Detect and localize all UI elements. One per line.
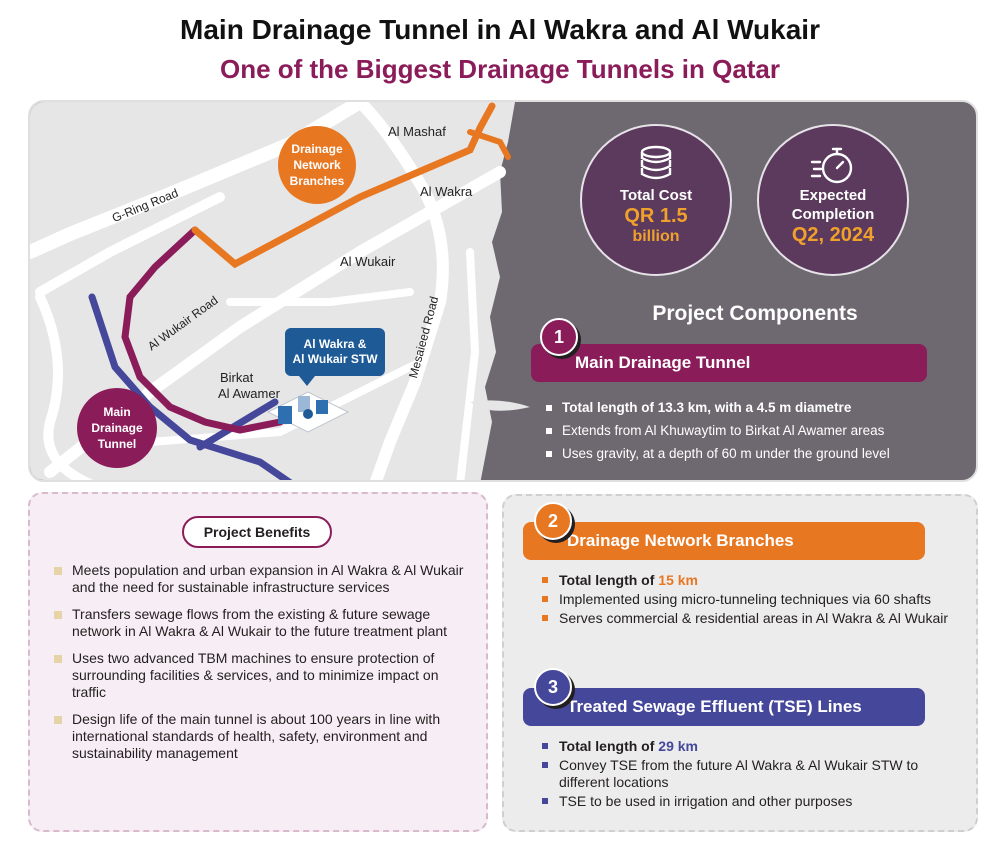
label-mesaieed-road: Mesaieed Road <box>406 294 442 380</box>
list-item: Serves commercial & residential areas in Al Wakra & Al Wukair <box>540 610 965 627</box>
main-tunnel-bar: Main Drainage Tunnel <box>531 344 927 382</box>
list-item: Implemented using micro-tunneling techniques via 60 shafts <box>540 591 965 608</box>
list-item: Uses two advanced TBM machines to ensure protection of surrounding facilities & services, and to minimize impact on traffic <box>50 650 475 701</box>
page-subtitle: One of the Biggest Drainage Tunnels in Qatar <box>219 54 781 84</box>
list-item: TSE to be used in irrigation and other purposes <box>540 793 965 810</box>
expected-completion-circle: Expected Completion Q2, 2024 <box>757 124 909 276</box>
label-birkat: Birkat Al Awamer <box>218 370 280 401</box>
label-al-mashaf: Al Mashaf <box>388 124 446 139</box>
list-item: Transfers sewage flows from the existing & future sewage network in Al Wakra & Al Wukair to the future treatment plant <box>50 606 475 640</box>
drainage-branches-details <box>540 572 965 629</box>
list-item: Uses gravity, at a depth of 60 m under the ground level <box>542 442 890 465</box>
page-title: Main Drainage Tunnel in Al Wakra and Al Wukair <box>180 14 820 45</box>
list-item: Design life of the main tunnel is about 100 years in line with international standards of health, safety, environment and sustainability management <box>50 711 475 762</box>
label-al-wakra: Al Wakra <box>420 184 473 199</box>
list-item: Meets population and urban expansion in Al Wakra & Al Wukair and the need for sustainable infrastructure services <box>50 562 475 596</box>
main-tunnel-details <box>542 396 890 465</box>
label-g-ring-road: G-Ring Road <box>110 185 181 225</box>
list-item: Total length of 15 km <box>540 572 965 589</box>
main-tunnel-bubble: Main Drainage Tunnel <box>77 388 157 468</box>
label-al-wukair-road: Al Wukair Road <box>145 293 221 354</box>
stopwatch-icon <box>810 144 856 186</box>
map-panel <box>28 100 978 482</box>
component-number-badge: 1 <box>540 318 578 356</box>
total-cost-circle: Total Cost QR 1.5 billion <box>580 124 732 276</box>
project-benefits-panel <box>28 492 488 832</box>
component-number-badge: 2 <box>534 502 572 540</box>
drainage-branches-bar: Drainage Network Branches <box>523 522 925 560</box>
project-components-heading: Project Components <box>652 302 858 325</box>
tse-lines-bar: Treated Sewage Effluent (TSE) Lines <box>523 688 925 726</box>
benefits-list <box>50 562 475 772</box>
component-number-badge: 3 <box>534 668 572 706</box>
label-al-wukair: Al Wukair <box>340 254 396 269</box>
list-item: Extends from Al Khuwaytim to Birkat Al Awamer areas <box>542 419 890 442</box>
list-item: Convey TSE from the future Al Wakra & Al Wukair STW to different locations <box>540 757 965 791</box>
tse-lines-details <box>540 738 965 812</box>
list-item: Total length of 29 km <box>540 738 965 755</box>
coins-icon <box>636 144 676 186</box>
project-benefits-heading: Project Benefits <box>182 516 332 548</box>
drainage-branches-bubble: Drainage Network Branches <box>278 126 356 204</box>
stw-tag: Al Wakra & Al Wukair STW <box>285 328 385 376</box>
list-item: Total length of 13.3 km, with a 4.5 m diametre <box>542 396 890 419</box>
